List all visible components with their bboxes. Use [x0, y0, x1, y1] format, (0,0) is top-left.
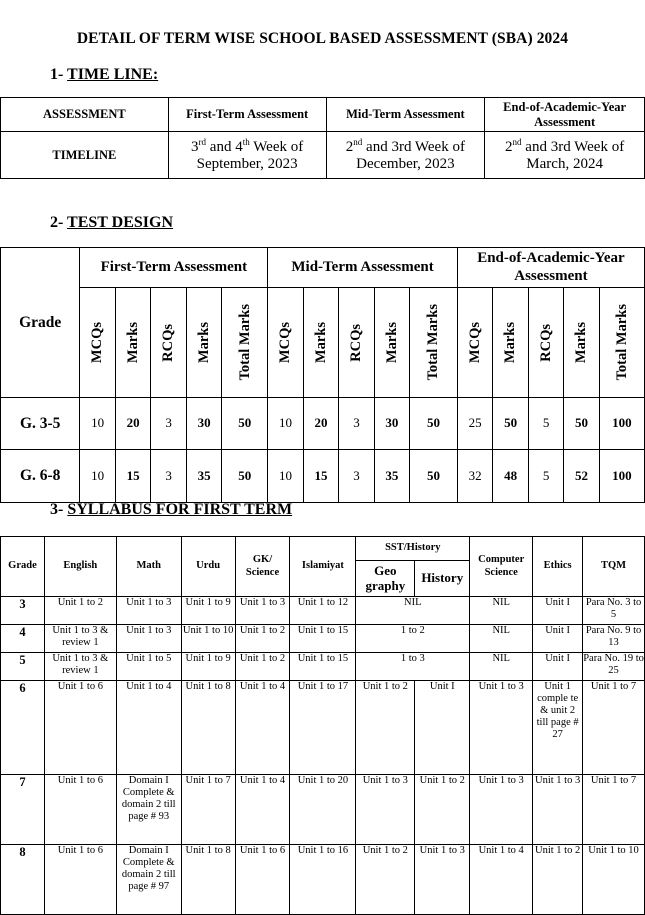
syl-islamiyat: Unit 1 to 17	[290, 681, 356, 775]
design-subheader-label: Total Marks	[613, 304, 630, 381]
design-value: 3	[339, 450, 374, 503]
syl-header-math: Math	[116, 537, 181, 597]
design-value: 48	[493, 450, 528, 503]
section-label: TIME LINE:	[67, 66, 159, 83]
section-number: 3-	[50, 501, 64, 518]
syl-islamiyat: Unit 1 to 20	[290, 775, 356, 845]
page-title: DETAIL OF TERM WISE SCHOOL BASED ASSESSMENT (SBA) 2024	[76, 30, 569, 47]
design-subheader-label: Marks	[124, 321, 141, 364]
design-value: 10	[268, 450, 303, 503]
syl-english: Unit 1 to 6	[44, 681, 116, 775]
syl-computer: Unit 1 to 3	[470, 681, 533, 775]
design-subheader-label: MCQs	[89, 321, 106, 364]
design-subheader-label: Marks	[383, 321, 400, 364]
syl-math: Domain I Complete & domain 2 till page # 97	[116, 845, 181, 915]
syl-urdu: Unit 1 to 9	[181, 653, 235, 681]
syl-gk: Unit 1 to 6	[235, 845, 290, 915]
syl-header-tqm: TQM	[583, 537, 645, 597]
syl-grade: 3	[1, 597, 45, 625]
design-value: 30	[186, 398, 221, 450]
timeline-header-mid: Mid-Term Assessment	[326, 98, 485, 132]
syl-islamiyat: Unit 1 to 16	[290, 845, 356, 915]
syl-ethics: Unit I	[533, 625, 583, 653]
design-value: 3	[339, 398, 374, 450]
timeline-header-first: First-Term Assessment	[168, 98, 326, 132]
design-subheader-label: Total Marks	[236, 304, 253, 381]
design-value: 50	[222, 398, 268, 450]
design-value: 35	[186, 450, 221, 503]
syl-gk: Unit 1 to 2	[235, 625, 290, 653]
design-value: 50	[222, 450, 268, 503]
syl-english: Unit 1 to 6	[44, 845, 116, 915]
timeline-header-assessment: ASSESSMENT	[1, 98, 169, 132]
syl-header-grade: Grade	[1, 537, 45, 597]
design-value: 52	[564, 450, 599, 503]
design-subheader	[80, 288, 115, 398]
syl-computer: NIL	[470, 653, 533, 681]
design-value: 25	[457, 398, 492, 450]
design-subheader	[268, 288, 303, 398]
design-value: 50	[493, 398, 528, 450]
design-subheader	[410, 288, 458, 398]
timeline-mid-term: 2nd and 3rd Week of December, 2023	[326, 132, 485, 179]
syl-grade: 4	[1, 625, 45, 653]
syl-geography: Unit 1 to 2	[356, 845, 415, 915]
timeline-header-end: End-of-Academic-Year Assessment	[485, 98, 645, 132]
design-value: 100	[599, 398, 644, 450]
design-subheader	[374, 288, 409, 398]
design-value: 35	[374, 450, 409, 503]
syl-islamiyat: Unit 1 to 12	[290, 597, 356, 625]
section-heading-timeline	[50, 66, 158, 84]
section-number: 1-	[50, 66, 64, 83]
syl-computer: NIL	[470, 597, 533, 625]
syl-math: Domain I Complete & domain 2 till page # 93	[116, 775, 181, 845]
timeline-end-term: 2nd and 3rd Week of March, 2024	[485, 132, 645, 179]
syl-grade: 6	[1, 681, 45, 775]
syl-history: Unit I	[415, 681, 470, 775]
design-subheader-label: RCQs	[160, 323, 177, 362]
section-number: 2-	[50, 214, 64, 231]
syl-header-computer: Computer Science	[470, 537, 533, 597]
syl-ethics: Unit I	[533, 653, 583, 681]
design-row-grade: G. 3-5	[1, 398, 80, 450]
syl-geography: Unit 1 to 2	[356, 681, 415, 775]
syl-math: Unit 1 to 4	[116, 681, 181, 775]
design-value: 3	[151, 450, 186, 503]
syl-urdu: Unit 1 to 7	[181, 775, 235, 845]
design-value: 10	[268, 398, 303, 450]
syl-math: Unit 1 to 3	[116, 625, 181, 653]
design-group-end: End-of-Academic-Year Assessment	[457, 248, 644, 288]
syl-urdu: Unit 1 to 8	[181, 681, 235, 775]
design-subheader-label: Marks	[195, 321, 212, 364]
syl-ethics: Unit 1 comple te & unit 2 till page # 27	[533, 681, 583, 775]
design-value: 50	[410, 450, 458, 503]
syl-english: Unit 1 to 6	[44, 775, 116, 845]
syl-geography: Unit 1 to 3	[356, 775, 415, 845]
design-value: 5	[528, 398, 563, 450]
design-subheader-label: RCQs	[537, 323, 554, 362]
design-value: 20	[303, 398, 338, 450]
design-value: 50	[410, 398, 458, 450]
design-value: 15	[115, 450, 150, 503]
design-subheader-label: RCQs	[348, 323, 365, 362]
syl-header-gk: GK/ Science	[235, 537, 290, 597]
syl-tqm: Para No. 19 to 25	[583, 653, 645, 681]
syl-urdu: Unit 1 to 8	[181, 845, 235, 915]
syl-math: Unit 1 to 5	[116, 653, 181, 681]
design-subheader	[564, 288, 599, 398]
syllabus-table	[0, 536, 645, 915]
design-group-mid: Mid-Term Assessment	[268, 248, 458, 288]
syl-history: Unit 1 to 3	[415, 845, 470, 915]
syl-grade: 7	[1, 775, 45, 845]
syl-header-urdu: Urdu	[181, 537, 235, 597]
design-subheader	[151, 288, 186, 398]
design-subheader	[339, 288, 374, 398]
design-value: 30	[374, 398, 409, 450]
syl-header-sst: SST/History	[356, 537, 470, 561]
syl-tqm: Unit 1 to 7	[583, 681, 645, 775]
design-value: 50	[564, 398, 599, 450]
design-subheader	[303, 288, 338, 398]
design-value: 10	[80, 398, 115, 450]
design-row-grade: G. 6-8	[1, 450, 80, 503]
syl-header-islamiyat: Islamiyat	[290, 537, 356, 597]
syl-english: Unit 1 to 2	[44, 597, 116, 625]
timeline-row-label: TIMELINE	[1, 132, 169, 179]
syl-english: Unit 1 to 3 & review 1	[44, 653, 116, 681]
design-subheader-label: Marks	[573, 321, 590, 364]
design-value: 100	[599, 450, 644, 503]
design-subheader	[186, 288, 221, 398]
design-subheader	[493, 288, 528, 398]
syl-computer: Unit 1 to 3	[470, 775, 533, 845]
design-value: 15	[303, 450, 338, 503]
syl-tqm: Para No. 3 to 5	[583, 597, 645, 625]
design-subheader	[222, 288, 268, 398]
design-value: 5	[528, 450, 563, 503]
design-subheader-label: Marks	[502, 321, 519, 364]
test-design-table	[0, 247, 645, 503]
syl-sst: NIL	[356, 597, 470, 625]
syl-gk: Unit 1 to 4	[235, 775, 290, 845]
syl-sst: 1 to 2	[356, 625, 470, 653]
design-subheader	[457, 288, 492, 398]
syl-ethics: Unit 1 to 3	[533, 775, 583, 845]
section-label: SYLLABUS FOR FIRST TERM	[67, 501, 293, 518]
syl-header-geography: Geo graphy	[356, 561, 415, 597]
syl-header-history: History	[415, 561, 470, 597]
section-label: TEST DESIGN	[67, 214, 174, 231]
design-grade-header: Grade	[1, 248, 80, 398]
syl-grade: 5	[1, 653, 45, 681]
design-subheader	[115, 288, 150, 398]
syl-tqm: Unit 1 to 7	[583, 775, 645, 845]
design-group-first: First-Term Assessment	[80, 248, 268, 288]
timeline-table	[0, 97, 645, 179]
design-value: 20	[115, 398, 150, 450]
syl-urdu: Unit 1 to 10	[181, 625, 235, 653]
design-value: 10	[80, 450, 115, 503]
syl-gk: Unit 1 to 2	[235, 653, 290, 681]
section-heading-syllabus	[50, 501, 292, 519]
syl-computer: NIL	[470, 625, 533, 653]
syl-grade: 8	[1, 845, 45, 915]
syl-english: Unit 1 to 3 & review 1	[44, 625, 116, 653]
syl-tqm: Unit 1 to 10	[583, 845, 645, 915]
syl-header-english: English	[44, 537, 116, 597]
timeline-first-term: 3rd and 4th Week of September, 2023	[168, 132, 326, 179]
syl-tqm: Para No. 9 to 13	[583, 625, 645, 653]
design-subheader-label: MCQs	[277, 321, 294, 364]
syl-islamiyat: Unit 1 to 15	[290, 653, 356, 681]
design-subheader	[528, 288, 563, 398]
design-value: 32	[457, 450, 492, 503]
syl-ethics: Unit I	[533, 597, 583, 625]
syl-urdu: Unit 1 to 9	[181, 597, 235, 625]
syl-gk: Unit 1 to 3	[235, 597, 290, 625]
section-heading-design	[50, 214, 173, 232]
syl-computer: Unit 1 to 4	[470, 845, 533, 915]
syl-math: Unit 1 to 3	[116, 597, 181, 625]
syl-history: Unit 1 to 2	[415, 775, 470, 845]
design-value: 3	[151, 398, 186, 450]
syl-gk: Unit 1 to 4	[235, 681, 290, 775]
syl-ethics: Unit 1 to 2	[533, 845, 583, 915]
design-subheader	[599, 288, 644, 398]
design-subheader-label: Total Marks	[425, 304, 442, 381]
syl-sst: 1 to 3	[356, 653, 470, 681]
syl-header-ethics: Ethics	[533, 537, 583, 597]
design-subheader-label: Marks	[312, 321, 329, 364]
syl-islamiyat: Unit 1 to 15	[290, 625, 356, 653]
design-subheader-label: MCQs	[466, 321, 483, 364]
